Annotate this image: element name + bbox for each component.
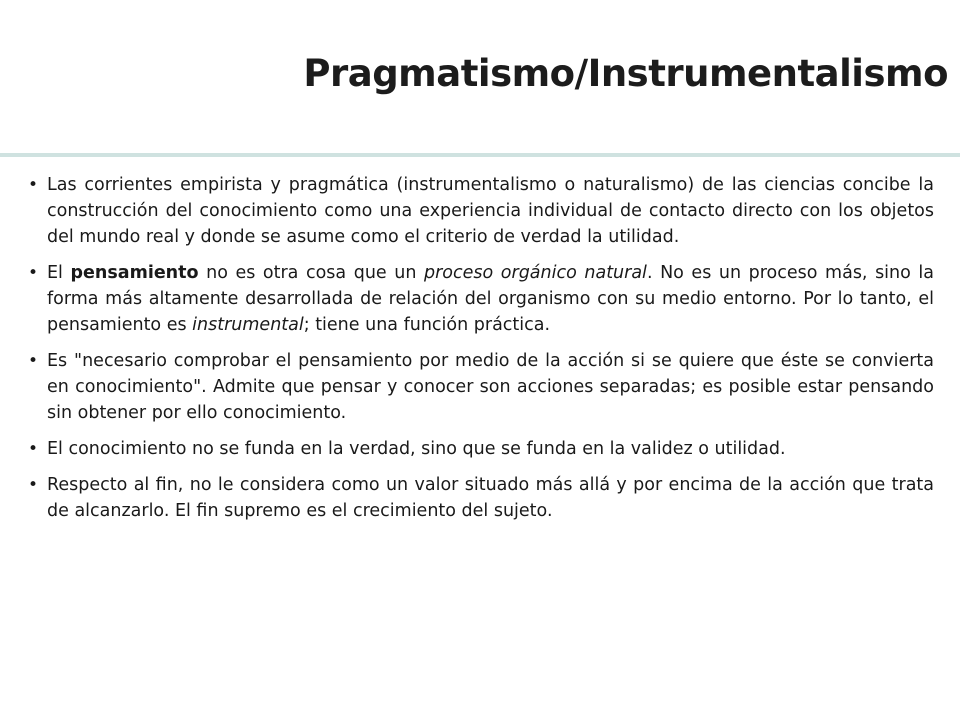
emphasis-italic: instrumental: [192, 315, 304, 335]
bullet-item-4: [28, 436, 934, 462]
bullet-item-2: [28, 260, 934, 338]
slide-title: Pragmatismo/Instrumentalismo: [303, 52, 948, 95]
emphasis-italic: proceso orgánico natural: [424, 263, 647, 283]
bullet-dot-icon: •: [28, 175, 39, 195]
bullet-item-5: [28, 472, 934, 524]
bullet-dot-icon: •: [28, 439, 39, 459]
bullet-text: El conocimiento no se funda en la verdad, sino que se funda en la validez o utilidad.: [47, 439, 786, 459]
bullet-list: [28, 172, 934, 534]
bullet-dot-icon: •: [28, 263, 39, 283]
bullet-item-1: [28, 172, 934, 250]
bullet-text: El pensamiento no es otra cosa que un proceso orgánico natural. No es un proceso más, sino la forma más altamente desarrollada de relación del organismo con su medio entorno. Por lo tanto, el pensamiento es instrumental; tiene una función práctica.: [47, 263, 934, 335]
title-divider: [0, 153, 960, 157]
bullet-dot-icon: •: [28, 475, 39, 495]
bullet-text: Las corrientes empirista y pragmática (instrumentalismo o naturalismo) de las ciencias concibe la construcción del conocimiento como una experiencia individual de contacto directo con los objetos del mundo real y donde se asume como el criterio de verdad la utilidad.: [47, 175, 934, 247]
emphasis-bold: pensamiento: [70, 263, 199, 283]
bullet-text: Respecto al fin, no le considera como un valor situado más allá y por encima de la acción que trata de alcanzarlo. El fin supremo es el crecimiento del sujeto.: [47, 475, 934, 521]
bullet-dot-icon: •: [28, 351, 39, 371]
bullet-item-3: [28, 348, 934, 426]
bullet-text: Es "necesario comprobar el pensamiento por medio de la acción si se quiere que éste se convierta en conocimiento". Admite que pensar y conocer son acciones separadas; es posible estar pensando sin obtener por ello conocimiento.: [47, 351, 934, 423]
